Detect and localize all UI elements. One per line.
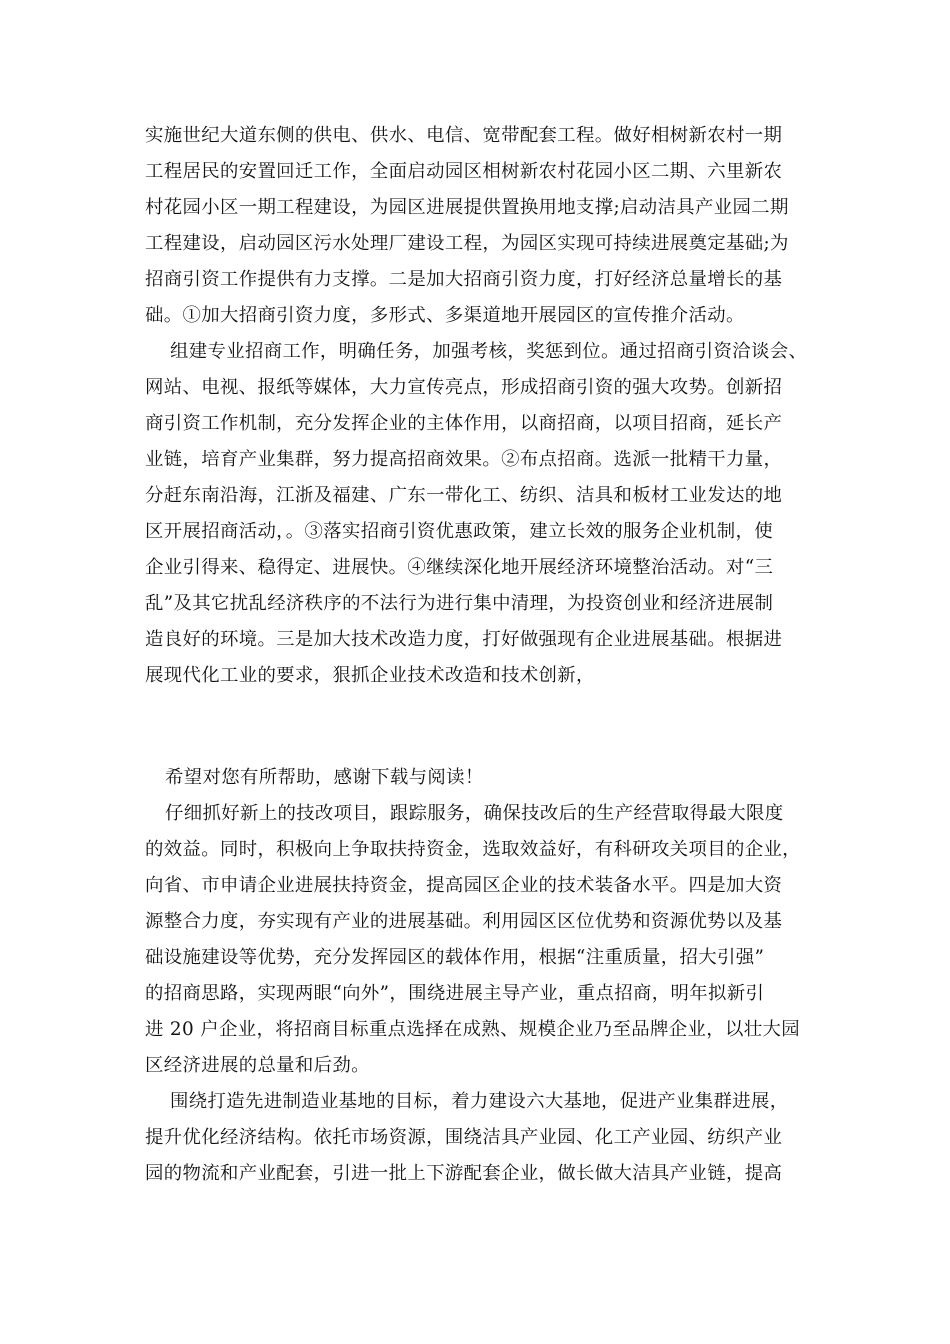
text-line: 村花园小区一期工程建设，为园区进展提供置换用地支撑;启动洁具产业园二期	[145, 197, 789, 218]
text-line: 网站、电视、报纸等媒体，大力宣传亮点，形成招商引资的强大攻势。创新招	[145, 377, 783, 398]
text-line: 源整合力度，夯实现有产业的进展基础。利用园区区位优势和资源优势以及基	[145, 911, 783, 932]
text-line: 围绕打造先进制造业基地的目标，着力建设六大基地，促进产业集群进展，	[170, 1091, 789, 1112]
text-line: 仔细抓好新上的技改项目，跟踪服务，确保技改后的生产经营取得最大限度	[165, 803, 784, 824]
text-line: 工程建设，启动园区污水处理厂建设工程，为园区实现可持续进展奠定基础;为	[145, 233, 789, 254]
text-line: 园的物流和产业配套，引进一批上下游配套企业，做长做大洁具产业链，提高	[145, 1163, 783, 1184]
text-line: 的效益。同时，积极向上争取扶持资金，选取效益好，有科研攻关项目的企业，	[145, 839, 801, 860]
text-line: 招商引资工作提供有力支撑。二是加大招商引资力度，打好经济总量增长的基	[145, 269, 783, 290]
text-line: 乱”及其它扰乱经济秩序的不法行为进行集中清理，为投资创业和经济进展制	[145, 593, 774, 614]
text-line: 础设施建设等优势，充分发挥园区的载体作用，根据“注重质量，招大引强”	[145, 947, 765, 968]
text-line: 提升优化经济结构。依托市场资源，围绕洁具产业园、化工产业园、纺织产业	[145, 1127, 783, 1148]
text-line: 实施世纪大道东侧的供电、供水、电信、宽带配套工程。做好相树新农村一期	[145, 125, 783, 146]
text-line: 业链，培育产业集群，努力提高招商效果。②布点招商。选派一批精干力量，	[145, 449, 783, 470]
text-line: 展现代化工业的要求，狠抓企业技术改造和技术创新，	[145, 665, 595, 686]
text-line: 向省、市申请企业进展扶持资金，提高园区企业的技术装备水平。四是加大资	[145, 875, 783, 896]
text-line: 分赶东南沿海，江浙及福建、广东一带化工、纺织、洁具和板材工业发达的地	[145, 485, 783, 506]
text-line: 商引资工作机制，充分发挥企业的主体作用，以商招商，以项目招商，延长产	[145, 413, 783, 434]
text-line: 础。①加大招商引资力度，多形式、多渠道地开展园区的宣传推介活动。	[145, 305, 745, 326]
text-line: 工程居民的安置回迁工作，全面启动园区相树新农村花园小区二期、六里新农	[145, 161, 783, 182]
text-line: 企业引得来、稳得定、进展快。④继续深化地开展经济环境整治活动。对“三	[145, 557, 774, 578]
text-line: 进 20 户企业，将招商目标重点选择在成熟、规模企业乃至品牌企业，以壮大园	[145, 1019, 800, 1040]
text-line: 的招商思路，实现两眼“向外”，围绕进展主导产业，重点招商，明年拟新引	[145, 983, 765, 1004]
text-line: 区开展招商活动，。③落实招商引资优惠政策，建立长效的服务企业机制，使	[145, 521, 773, 542]
text-line: 组建专业招商工作，明确任务，加强考核，奖惩到位。通过招商引资洽谈会、	[170, 341, 808, 362]
text-line: 区经济进展的总量和后劲。	[145, 1055, 370, 1076]
text-line: 造良好的环境。三是加大技术改造力度，打好做强现有企业进展基础。根据进	[145, 629, 783, 650]
closing-note: 希望对您有所帮助，感谢下载与阅读！	[165, 767, 484, 788]
